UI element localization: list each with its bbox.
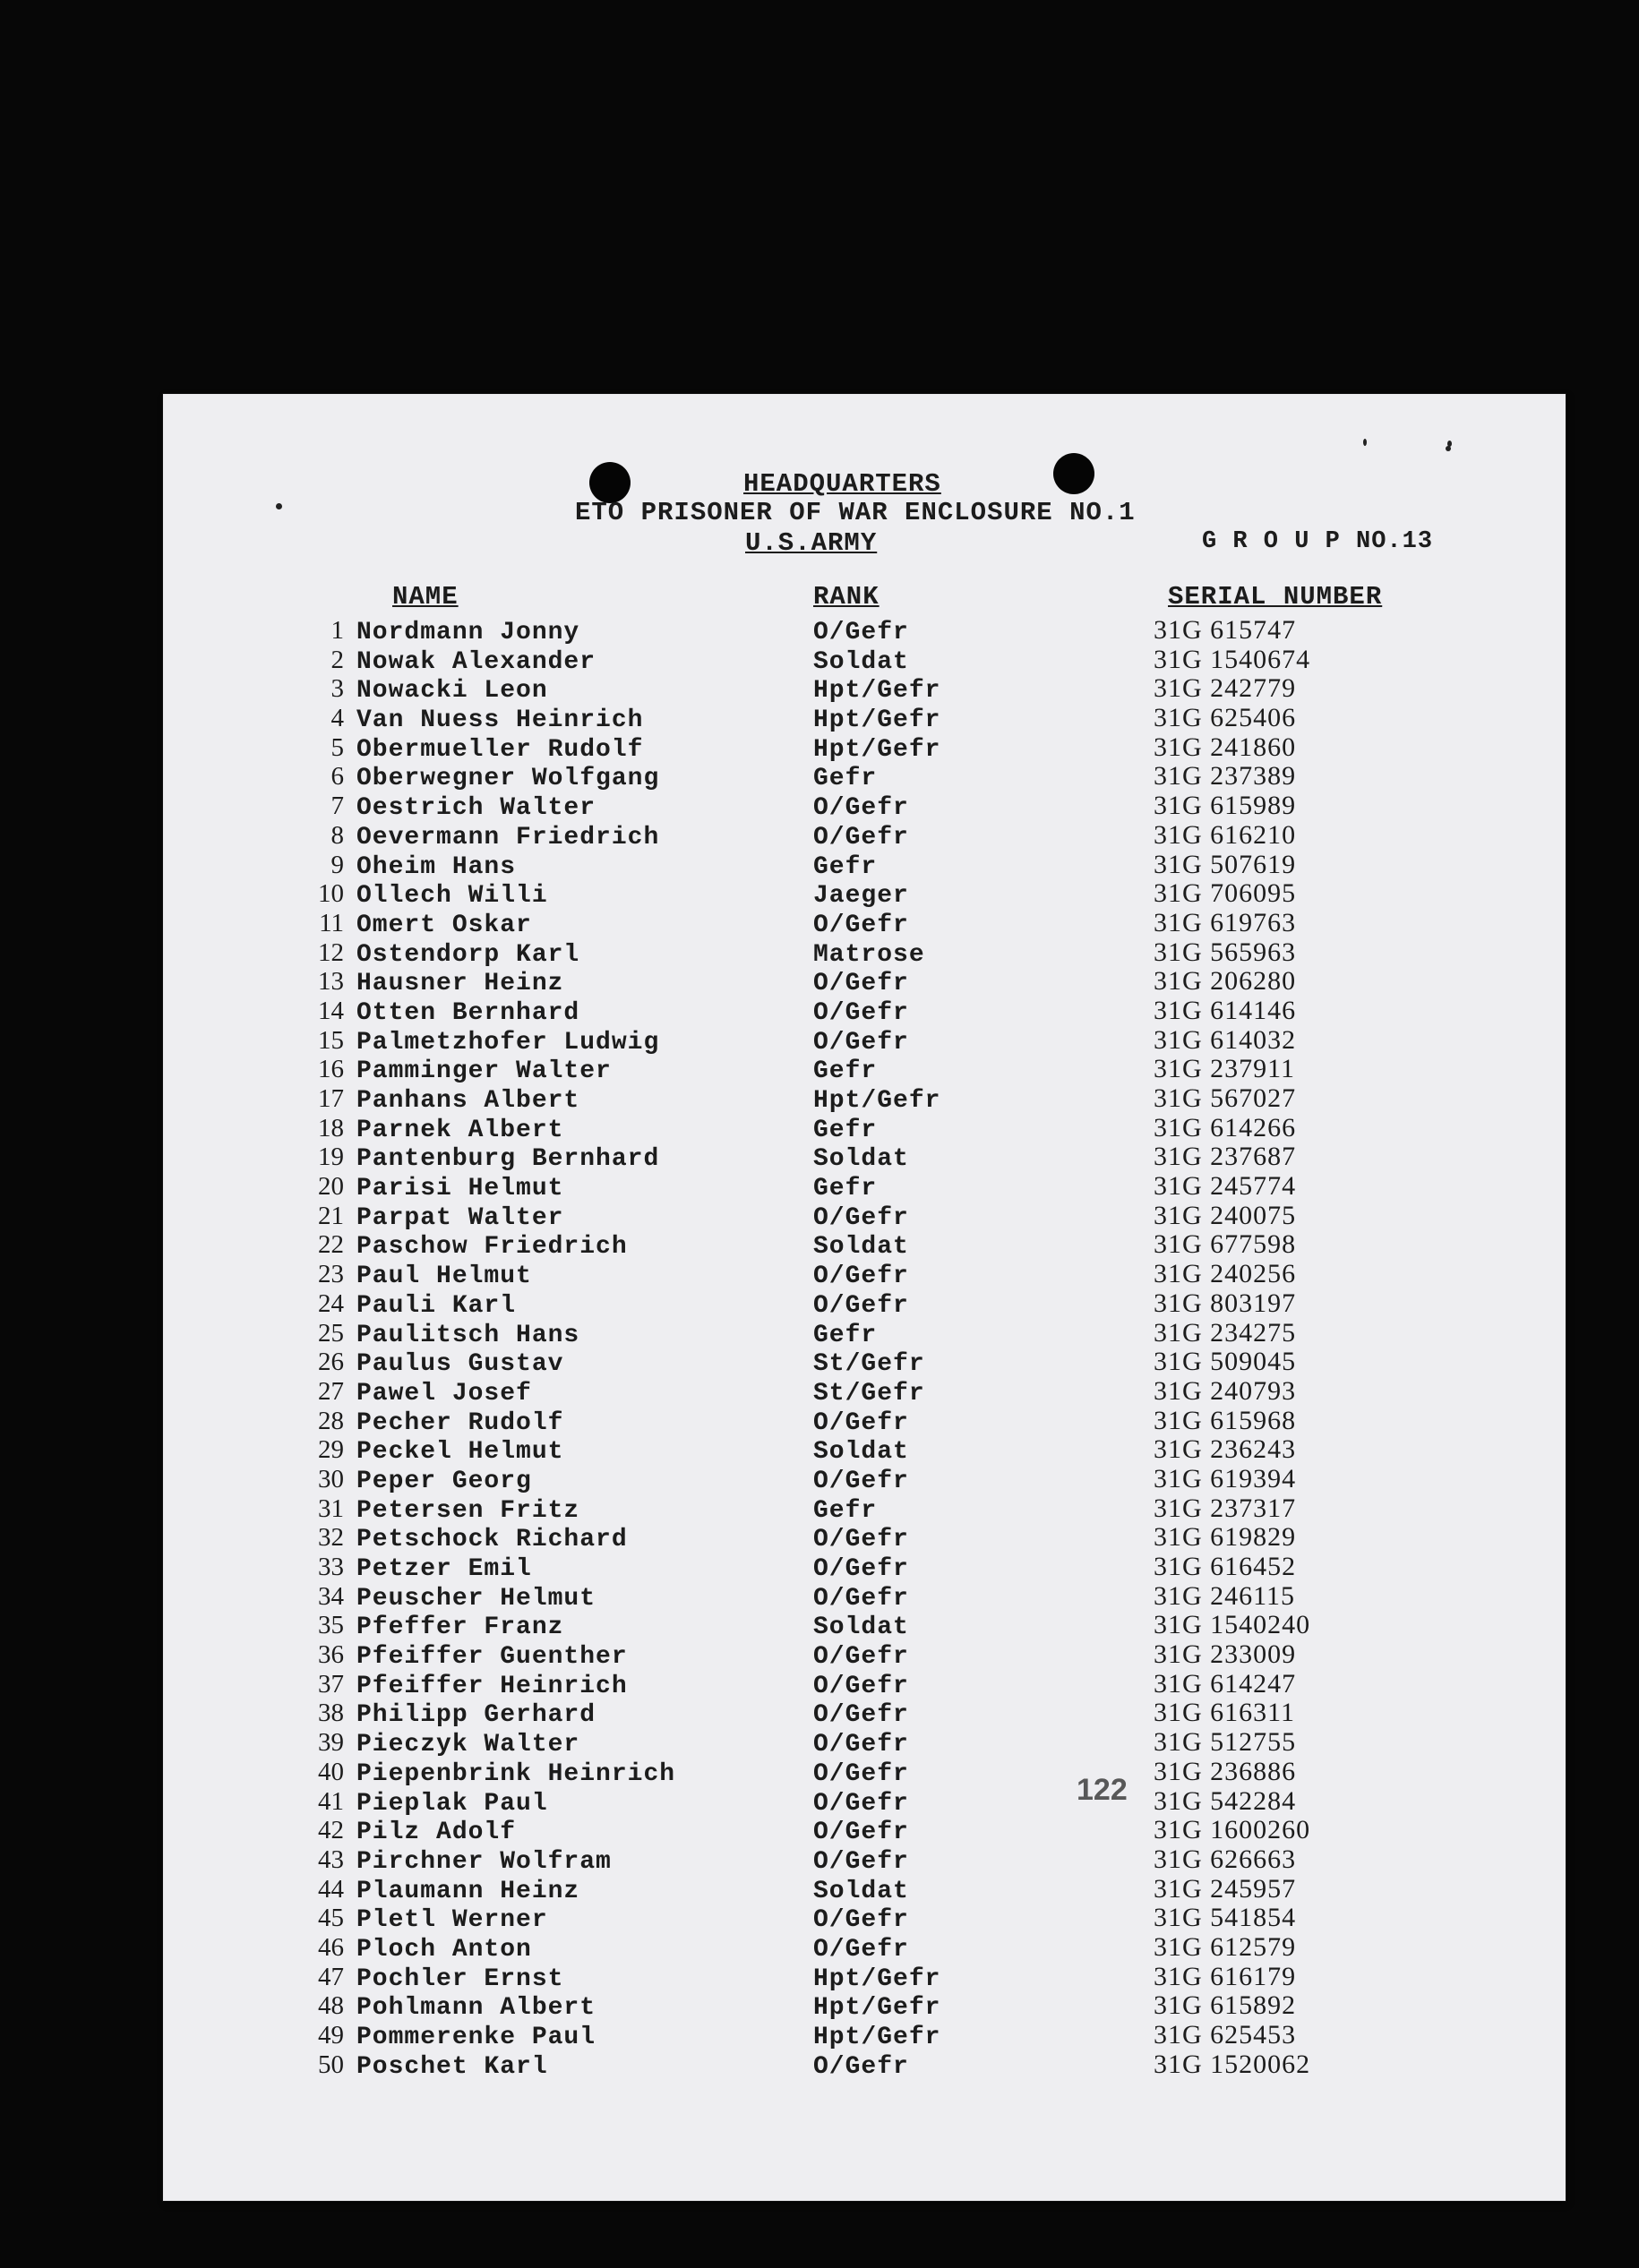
row-number: 45 xyxy=(318,1904,344,1933)
prisoner-rank: O/Gefr xyxy=(813,1408,909,1437)
prisoner-rank: Gefr xyxy=(813,765,878,793)
header-group-number: G R O U P NO.13 xyxy=(1202,528,1434,555)
serial-number: 31G 509045 xyxy=(1154,1347,1297,1377)
serial-number: 31G 234275 xyxy=(1154,1317,1297,1348)
prisoner-name: Pohlmann Albert xyxy=(356,1994,596,2023)
prisoner-rank: O/Gefr xyxy=(813,1555,909,1583)
row-number: 12 xyxy=(318,937,344,967)
document-sheet xyxy=(163,394,1566,2201)
serial-number: 31G 1540674 xyxy=(1154,644,1311,674)
serial-number: 31G 242779 xyxy=(1154,673,1297,704)
serial-number: 31G 619763 xyxy=(1154,907,1297,937)
prisoner-name: Otten Bernhard xyxy=(356,998,580,1027)
prisoner-name: Piepenbrink Heinrich xyxy=(356,1759,676,1788)
roster-row xyxy=(163,1083,1566,1113)
roster-row xyxy=(163,966,1566,996)
row-number: 48 xyxy=(318,1991,344,2021)
row-number: 21 xyxy=(318,1201,344,1230)
serial-number: 31G 614266 xyxy=(1154,1112,1297,1143)
prisoner-rank: St/Gefr xyxy=(813,1350,925,1379)
serial-number: 31G 614146 xyxy=(1154,995,1297,1025)
prisoner-name: Pommerenke Paul xyxy=(356,2024,596,2051)
roster-row xyxy=(163,732,1566,762)
prisoner-rank: Hpt/Gefr xyxy=(813,706,941,735)
roster-row xyxy=(163,1962,1566,1991)
prisoner-rank: Soldat xyxy=(813,647,909,676)
row-number: 19 xyxy=(318,1143,344,1172)
serial-number: 31G 245957 xyxy=(1154,1873,1297,1904)
serial-number: 31G 614032 xyxy=(1154,1024,1297,1055)
roster-row xyxy=(163,1376,1566,1406)
prisoner-rank: Hpt/Gefr xyxy=(813,1994,941,2023)
prisoner-rank: O/Gefr xyxy=(813,998,909,1027)
roster-row xyxy=(163,1142,1566,1174)
row-number: 14 xyxy=(318,996,344,1025)
prisoner-rank: Gefr xyxy=(813,852,878,881)
row-number: 11 xyxy=(319,908,344,937)
prisoner-name: Parisi Helmut xyxy=(356,1175,564,1203)
row-number: 30 xyxy=(318,1464,344,1493)
row-number: 13 xyxy=(318,967,344,997)
serial-number: 31G 616452 xyxy=(1154,1552,1297,1581)
prisoner-name: Pletl Werner xyxy=(356,1906,548,1935)
roster-row xyxy=(163,1318,1566,1348)
prisoner-name: Paschow Friedrich xyxy=(356,1233,628,1262)
serial-number: 31G 619829 xyxy=(1154,1522,1297,1553)
row-number: 20 xyxy=(318,1172,344,1202)
serial-number: 31G 246115 xyxy=(1154,1580,1296,1611)
serial-number: 31G 803197 xyxy=(1154,1288,1297,1318)
roster-row xyxy=(163,1757,1566,1786)
prisoner-rank: O/Gefr xyxy=(813,1672,909,1700)
row-number: 31 xyxy=(318,1493,344,1523)
serial-number: 31G 615892 xyxy=(1154,1990,1297,2021)
row-number: 9 xyxy=(330,850,344,879)
ink-speck xyxy=(1446,446,1451,451)
row-number: 50 xyxy=(318,2050,344,2079)
prisoner-rank: Gefr xyxy=(813,1496,878,1525)
serial-number: 31G 567027 xyxy=(1154,1083,1297,1113)
row-number: 41 xyxy=(318,1786,344,1816)
row-number: 3 xyxy=(330,674,344,704)
row-number: 37 xyxy=(318,1669,344,1699)
serial-number: 31G 237317 xyxy=(1154,1493,1297,1523)
prisoner-name: Panhans Albert xyxy=(356,1087,580,1115)
prisoner-name: Nowacki Leon xyxy=(356,677,548,706)
roster-row xyxy=(163,1932,1566,1962)
prisoner-rank: O/Gefr xyxy=(813,1643,909,1672)
prisoner-rank: O/Gefr xyxy=(813,1291,909,1320)
roster-row xyxy=(163,1639,1566,1672)
roster-row xyxy=(163,1025,1566,1055)
prisoner-rank: O/Gefr xyxy=(813,823,909,852)
serial-number: 31G 615747 xyxy=(1154,615,1297,645)
prisoner-name: Pilz Adolf xyxy=(356,1819,517,1847)
row-number: 5 xyxy=(330,732,344,762)
prisoner-name: Omert Oskar xyxy=(356,911,532,939)
serial-number: 31G 541854 xyxy=(1154,1903,1297,1933)
prisoner-rank: Hpt/Gefr xyxy=(813,1964,941,1993)
prisoner-rank: Soldat xyxy=(813,1613,909,1642)
prisoner-rank: Hpt/Gefr xyxy=(813,735,941,764)
row-number: 33 xyxy=(318,1553,344,1581)
prisoner-rank: O/Gefr xyxy=(813,970,909,998)
prisoner-name: Palmetzhofer Ludwig xyxy=(356,1028,660,1057)
roster-row xyxy=(163,1669,1566,1699)
prisoner-name: Parnek Albert xyxy=(356,1116,564,1144)
prisoner-rank: Soldat xyxy=(813,1438,909,1467)
row-number: 15 xyxy=(318,1025,344,1055)
serial-number: 31G 512755 xyxy=(1154,1727,1297,1758)
prisoner-rank: Hpt/Gefr xyxy=(813,1087,941,1115)
prisoner-name: Petzer Emil xyxy=(356,1555,532,1583)
serial-number: 31G 625406 xyxy=(1154,703,1297,733)
prisoner-name: Pieczyk Walter xyxy=(356,1731,580,1759)
serial-number: 31G 237687 xyxy=(1154,1142,1297,1172)
prisoner-rank: O/Gefr xyxy=(813,1819,909,1847)
row-number: 7 xyxy=(330,792,344,821)
roster-row xyxy=(163,1347,1566,1379)
prisoner-rank: O/Gefr xyxy=(813,1584,909,1613)
row-number: 49 xyxy=(318,2021,344,2050)
prisoner-name: Petschock Richard xyxy=(356,1526,628,1554)
roster-row xyxy=(163,1698,1566,1730)
prisoner-name: Pochler Ernst xyxy=(356,1964,564,1993)
row-number: 23 xyxy=(318,1260,344,1289)
page-stamp-number: 122 xyxy=(1077,1773,1128,1807)
prisoner-name: Nowak Alexander xyxy=(356,647,596,676)
serial-number: 31G 236886 xyxy=(1154,1756,1297,1786)
serial-number: 31G 233009 xyxy=(1154,1639,1297,1670)
prisoner-name: Parpat Walter xyxy=(356,1203,564,1232)
prisoner-rank: O/Gefr xyxy=(813,1935,909,1964)
prisoner-rank: Jaeger xyxy=(813,882,909,911)
header-title: HEADQUARTERS xyxy=(743,469,941,499)
prisoner-rank: O/Gefr xyxy=(813,1203,909,1232)
row-number: 6 xyxy=(330,762,344,792)
serial-number: 31G 706095 xyxy=(1154,878,1297,909)
roster-row xyxy=(163,1552,1566,1581)
row-number: 2 xyxy=(330,645,344,674)
roster-row xyxy=(163,1054,1566,1086)
prisoner-rank: Gefr xyxy=(813,1057,878,1086)
row-number: 44 xyxy=(318,1874,344,1904)
prisoner-name: Ostendorp Karl xyxy=(356,940,580,969)
serial-number: 31G 240793 xyxy=(1154,1375,1297,1406)
row-number: 43 xyxy=(318,1844,344,1874)
prisoner-name: Ploch Anton xyxy=(356,1935,532,1964)
prisoner-rank: O/Gefr xyxy=(813,1906,909,1935)
row-number: 47 xyxy=(318,1962,344,1991)
row-number: 40 xyxy=(318,1757,344,1786)
serial-number: 31G 616311 xyxy=(1154,1698,1296,1728)
row-number: 39 xyxy=(318,1728,344,1758)
prisoner-rank: Gefr xyxy=(813,1321,878,1349)
prisoner-name: Pauli Karl xyxy=(356,1291,517,1320)
prisoner-name: Pfeiffer Guenther xyxy=(356,1643,628,1672)
roster-row xyxy=(163,1259,1566,1291)
prisoner-rank: Soldat xyxy=(813,1233,909,1262)
prisoner-rank: O/Gefr xyxy=(813,1701,909,1730)
roster-row xyxy=(163,1844,1566,1874)
prisoner-name: Pantenburg Bernhard xyxy=(356,1145,660,1174)
prisoner-rank: O/Gefr xyxy=(813,1467,909,1495)
prisoner-rank: O/Gefr xyxy=(813,1526,909,1554)
roster-row xyxy=(163,1288,1566,1318)
roster-row xyxy=(163,1434,1566,1467)
roster-row xyxy=(163,996,1566,1025)
prisoner-name: Pecher Rudolf xyxy=(356,1408,564,1437)
row-number: 28 xyxy=(318,1406,344,1435)
serial-number: 31G 677598 xyxy=(1154,1229,1297,1260)
prisoner-name: Pieplak Paul xyxy=(356,1789,548,1818)
serial-number: 31G 619394 xyxy=(1154,1463,1297,1493)
row-number: 32 xyxy=(318,1523,344,1553)
roster-row xyxy=(163,1113,1566,1143)
row-number: 42 xyxy=(318,1816,344,1845)
roster-row xyxy=(163,1581,1566,1611)
serial-number: 31G 245774 xyxy=(1154,1171,1297,1202)
prisoner-name: Philipp Gerhard xyxy=(356,1701,596,1730)
row-number: 25 xyxy=(318,1318,344,1348)
column-header-serial: SERIAL NUMBER xyxy=(1168,582,1383,612)
prisoner-name: Pirchner Wolfram xyxy=(356,1847,612,1876)
roster-row xyxy=(163,1493,1566,1523)
prisoner-name: Ollech Willi xyxy=(356,882,548,911)
serial-number: 31G 1520062 xyxy=(1154,2049,1311,2079)
serial-number: 31G 616210 xyxy=(1154,819,1297,850)
prisoner-name: Oevermann Friedrich xyxy=(356,823,660,852)
row-number: 46 xyxy=(318,1932,344,1962)
prisoner-rank: Hpt/Gefr xyxy=(813,2024,941,2051)
row-number: 35 xyxy=(318,1611,344,1640)
prisoner-rank: O/Gefr xyxy=(813,1847,909,1876)
row-number: 36 xyxy=(318,1640,344,1670)
row-number: 26 xyxy=(318,1348,344,1377)
prisoner-name: Obermueller Rudolf xyxy=(356,735,644,764)
prisoner-rank: O/Gefr xyxy=(813,1789,909,1818)
prisoner-rank: O/Gefr xyxy=(813,619,909,646)
prisoner-name: Oberwegner Wolfgang xyxy=(356,765,660,793)
ink-speck xyxy=(1363,439,1367,446)
roster-row xyxy=(163,645,1566,674)
prisoner-rank: Soldat xyxy=(813,1877,909,1905)
prisoner-rank: O/Gefr xyxy=(813,1262,909,1291)
serial-number: 31G 626663 xyxy=(1154,1844,1297,1874)
prisoner-name: Petersen Fritz xyxy=(356,1496,580,1525)
roster-row xyxy=(163,791,1566,823)
roster-row xyxy=(163,703,1566,735)
ink-speck xyxy=(276,503,282,509)
roster-row xyxy=(163,2020,1566,2050)
serial-number: 31G 240075 xyxy=(1154,1200,1297,1230)
row-number: 1 xyxy=(330,616,344,645)
row-number: 29 xyxy=(318,1435,344,1465)
column-header-rank: RANK xyxy=(813,582,880,612)
prisoner-name: Plaumann Heinz xyxy=(356,1877,580,1905)
roster-row xyxy=(163,673,1566,706)
serial-number: 31G 241860 xyxy=(1154,732,1297,762)
row-number: 34 xyxy=(318,1581,344,1611)
serial-number: 31G 615968 xyxy=(1154,1405,1297,1435)
prisoner-name: Paulitsch Hans xyxy=(356,1321,580,1349)
roster-row xyxy=(163,1171,1566,1201)
prisoner-name: Peper Georg xyxy=(356,1467,532,1495)
serial-number: 31G 237389 xyxy=(1154,761,1297,792)
serial-number: 31G 625453 xyxy=(1154,2020,1297,2050)
roster-row xyxy=(163,1610,1566,1642)
roster-row xyxy=(163,1874,1566,1904)
roster-row xyxy=(163,820,1566,850)
row-number: 8 xyxy=(330,820,344,850)
prisoner-rank: Gefr xyxy=(813,1116,878,1144)
punch-hole-right xyxy=(1053,453,1094,494)
roster-list xyxy=(163,615,1566,2081)
roster-row xyxy=(163,908,1566,937)
roster-row xyxy=(163,1990,1566,2023)
roster-row xyxy=(163,1727,1566,1757)
row-number: 17 xyxy=(318,1084,344,1113)
prisoner-rank: Soldat xyxy=(813,1145,909,1174)
prisoner-name: Pfeffer Franz xyxy=(356,1613,564,1642)
prisoner-name: Paul Helmut xyxy=(356,1262,532,1291)
prisoner-name: Peuscher Helmut xyxy=(356,1584,596,1613)
roster-row xyxy=(163,850,1566,879)
row-number: 18 xyxy=(318,1113,344,1143)
header-enclosure: ETO PRISONER OF WAR ENCLOSURE NO.1 xyxy=(575,498,1136,527)
prisoner-rank: O/Gefr xyxy=(813,1731,909,1759)
prisoner-rank: Hpt/Gefr xyxy=(813,677,941,706)
column-header-name: NAME xyxy=(392,582,459,612)
row-number: 10 xyxy=(318,879,344,909)
prisoner-rank: O/Gefr xyxy=(813,1028,909,1057)
prisoner-name: Oestrich Walter xyxy=(356,794,596,823)
row-number: 22 xyxy=(318,1230,344,1260)
serial-number: 31G 542284 xyxy=(1154,1785,1297,1816)
prisoner-rank: O/Gefr xyxy=(813,2052,909,2081)
prisoner-rank: O/Gefr xyxy=(813,911,909,939)
serial-number: 31G 240256 xyxy=(1154,1259,1297,1289)
serial-number: 31G 206280 xyxy=(1154,966,1297,997)
prisoner-name: Van Nuess Heinrich xyxy=(356,706,644,735)
row-number: 16 xyxy=(318,1055,344,1084)
prisoner-rank: Gefr xyxy=(813,1175,878,1203)
prisoner-name: Hausner Heinz xyxy=(356,970,564,998)
serial-number: 31G 507619 xyxy=(1154,849,1297,879)
prisoner-rank: O/Gefr xyxy=(813,794,909,823)
row-number: 24 xyxy=(318,1288,344,1318)
serial-number: 31G 1540240 xyxy=(1154,1610,1311,1640)
row-number: 38 xyxy=(318,1699,344,1728)
roster-row xyxy=(163,878,1566,911)
roster-row xyxy=(163,1229,1566,1262)
serial-number: 31G 565963 xyxy=(1154,937,1297,967)
serial-number: 31G 616179 xyxy=(1154,1961,1297,1991)
roster-row xyxy=(163,937,1566,967)
serial-number: 31G 614247 xyxy=(1154,1668,1297,1699)
prisoner-name: Paulus Gustav xyxy=(356,1350,564,1379)
prisoner-name: Pfeiffer Heinrich xyxy=(356,1672,628,1700)
roster-row xyxy=(163,1406,1566,1435)
prisoner-name: Poschet Karl xyxy=(356,2052,548,2081)
prisoner-name: Pamminger Walter xyxy=(356,1057,612,1086)
prisoner-name: Oheim Hans xyxy=(356,852,517,881)
row-number: 4 xyxy=(330,704,344,733)
roster-row xyxy=(163,2050,1566,2079)
roster-row xyxy=(163,1903,1566,1935)
serial-number: 31G 612579 xyxy=(1154,1931,1297,1962)
roster-row xyxy=(163,615,1566,645)
prisoner-rank: O/Gefr xyxy=(813,1759,909,1788)
row-number: 27 xyxy=(318,1376,344,1406)
prisoner-name: Peckel Helmut xyxy=(356,1438,564,1467)
serial-number: 31G 1600260 xyxy=(1154,1815,1311,1845)
roster-row xyxy=(163,761,1566,791)
prisoner-rank: St/Gefr xyxy=(813,1379,925,1408)
roster-row xyxy=(163,1815,1566,1847)
serial-number: 31G 237911 xyxy=(1154,1054,1296,1084)
serial-number: 31G 615989 xyxy=(1154,791,1297,821)
serial-number: 31G 236243 xyxy=(1154,1434,1297,1465)
roster-row xyxy=(163,1522,1566,1552)
header-army: U.S.ARMY xyxy=(745,528,878,558)
prisoner-name: Nordmann Jonny xyxy=(356,619,580,646)
roster-row xyxy=(163,1464,1566,1493)
roster-row xyxy=(163,1201,1566,1230)
roster-row xyxy=(163,1786,1566,1816)
prisoner-name: Pawel Josef xyxy=(356,1379,532,1408)
prisoner-rank: Matrose xyxy=(813,940,925,969)
